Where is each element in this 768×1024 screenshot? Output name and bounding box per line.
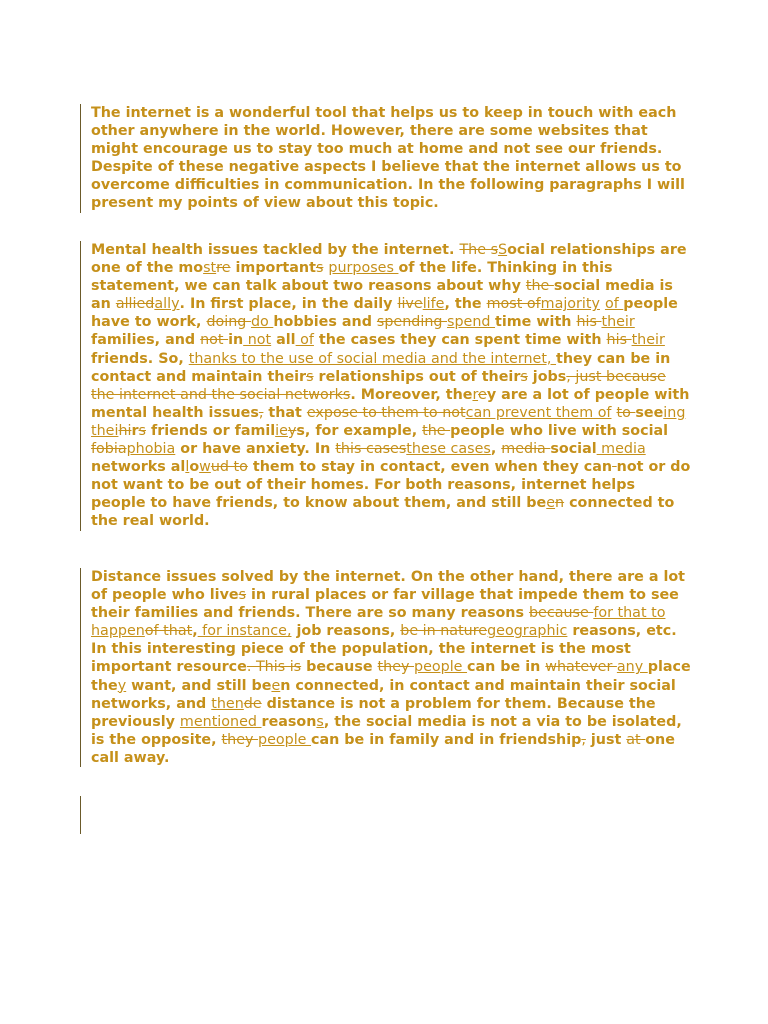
body-text: , xyxy=(490,441,502,458)
inserted-text: geographic xyxy=(487,623,568,640)
inserted-text: thei xyxy=(91,422,119,439)
deleted-text: allied xyxy=(115,296,155,313)
deleted-text: media xyxy=(501,441,551,458)
body-text: or have anxiety. In xyxy=(175,441,336,458)
inserted-text: media xyxy=(596,441,646,458)
deleted-text: not xyxy=(200,332,229,349)
inserted-text: purposes xyxy=(328,260,399,277)
body-text: n connected, in contact and maintain their social networks, and xyxy=(91,677,676,712)
body-text: that xyxy=(263,404,307,421)
deleted-text: ud to xyxy=(210,459,248,476)
deleted-text: doing xyxy=(206,314,251,331)
inserted-text: e xyxy=(546,495,556,512)
deleted-text: s xyxy=(315,260,324,277)
deleted-text: at xyxy=(626,731,646,748)
inserted-text: y xyxy=(117,677,127,694)
body-text: them to stay in contact, even when they can xyxy=(247,459,613,476)
deleted-text: s xyxy=(238,587,247,604)
inserted-text: of xyxy=(604,296,624,313)
body-text: hobbies and xyxy=(273,314,377,331)
inserted-text: these cases xyxy=(406,441,491,458)
body-text: , xyxy=(192,623,198,640)
deleted-text: fobia xyxy=(91,441,127,458)
body-text: social xyxy=(550,441,597,458)
deleted-text: s xyxy=(138,422,146,439)
body-text: in rural places or far village that impede them to see their families and friends. There are so many reasons xyxy=(91,587,679,622)
deleted-text: most of xyxy=(486,296,541,313)
body-text: all xyxy=(271,332,296,349)
body-text: . Moreover, the xyxy=(350,386,473,403)
inserted-text: S xyxy=(498,242,508,258)
paragraph-introduction xyxy=(80,104,691,213)
body-text: can be in family and in friendship xyxy=(311,731,582,748)
body-text: one call away. xyxy=(91,731,675,766)
deleted-text: the xyxy=(525,278,554,295)
body-text: ocial relationships are one of the mo xyxy=(91,242,687,277)
inserted-text: their xyxy=(631,332,665,349)
body-text: friends. So, xyxy=(91,350,189,367)
body-text: The internet is a wonderful tool that helps us to keep in touch with each other anywhere in the world. However, there are some websites that might encourage us to stay too much at home and not see our friends. Despite of these negative aspects I believe that the internet allows us to overcome difficulties in communication. In the following paragraphs I will present my points of view about this topic. xyxy=(91,105,685,212)
inserted-text: mentioned xyxy=(179,713,262,730)
body-text: jobs xyxy=(527,368,567,385)
inserted-text: ally xyxy=(154,296,180,313)
body-text: job reasons, xyxy=(291,623,401,640)
body-text: people have to work, xyxy=(91,296,678,331)
deleted-text: they xyxy=(221,731,259,748)
body-text: families, and xyxy=(91,332,201,349)
body-text: social media is an xyxy=(91,278,673,313)
deleted-text: the xyxy=(422,422,451,439)
deleted-text: spending xyxy=(376,314,448,331)
deleted-text: s xyxy=(520,368,528,385)
deleted-text: his xyxy=(606,332,632,349)
body-text: networks al xyxy=(91,459,186,476)
deleted-text: re xyxy=(216,260,231,277)
body-text: relationships out of their xyxy=(313,368,521,385)
deleted-text: whatever xyxy=(545,659,617,676)
inserted-text: majority xyxy=(540,296,600,313)
body-text: just xyxy=(585,731,627,748)
body-text: Mental health issues tackled by the internet. xyxy=(91,242,460,258)
body-text: reasons, etc. In this interesting piece of the population, the internet is the most important resource xyxy=(91,623,677,676)
body-text: distance is not a problem for them. Because the previously xyxy=(91,695,656,730)
body-text: s, for example, xyxy=(296,422,423,439)
inserted-text: spend xyxy=(447,314,496,331)
deleted-text: expose to them to not xyxy=(306,404,466,421)
inserted-text: people xyxy=(258,731,312,748)
deleted-text: because xyxy=(528,605,594,622)
body-text: people who live with social xyxy=(450,422,669,439)
deleted-text: they xyxy=(377,659,415,676)
body-text: they can be in contact and maintain their xyxy=(91,350,671,385)
body-text: not or do not want to be out of their homes. For both reasons, internet helps people to have friends, to know about them, and still be xyxy=(91,459,691,512)
body-text: in xyxy=(228,332,244,349)
inserted-text: can prevent them of xyxy=(465,404,612,421)
inserted-text: thanks to the use of social media and the internet, xyxy=(188,350,557,367)
inserted-text: life xyxy=(422,296,445,313)
body-text: friends or famil xyxy=(146,422,276,439)
deleted-text: e xyxy=(478,386,487,403)
inserted-text: people xyxy=(414,659,468,676)
body-text: r xyxy=(131,422,139,439)
inserted-text: ing xyxy=(663,404,686,421)
inserted-text: do xyxy=(250,314,274,331)
inserted-text: for instance, xyxy=(197,623,292,640)
inserted-text: st xyxy=(203,260,217,277)
deleted-text: . This is xyxy=(246,659,302,676)
inserted-text: w xyxy=(199,459,211,476)
body-text: y are a lot of people with mental health issues xyxy=(91,386,690,421)
deleted-text: The s xyxy=(459,242,499,258)
deleted-text: hi xyxy=(118,422,132,439)
paragraph-distance-issues xyxy=(80,568,691,767)
deleted-text: s xyxy=(306,368,314,385)
inserted-text: phobia xyxy=(126,441,176,458)
body-text: the cases they can spent time with xyxy=(313,332,607,349)
deleted-text: de xyxy=(243,695,262,712)
inserted-text: l xyxy=(185,459,190,476)
body-text: see xyxy=(635,404,664,421)
inserted-text: for that to happen xyxy=(91,605,666,640)
paragraph-mental-health xyxy=(80,241,691,531)
inserted-text: r xyxy=(472,386,479,403)
inserted-text: then xyxy=(211,695,244,712)
body-text: o xyxy=(189,459,200,476)
inserted-text: of xyxy=(295,332,314,349)
inserted-text: ie xyxy=(275,422,288,439)
body-text: important xyxy=(230,260,316,277)
deleted-text: to xyxy=(616,404,636,421)
body-text: because xyxy=(301,659,378,676)
deleted-text: of that xyxy=(144,623,193,640)
body-text: of the life. Thinking in this statement, we can talk about two reasons about why xyxy=(91,260,613,295)
deleted-text: this cases xyxy=(335,441,407,458)
deleted-text: , just because the internet and the social networks xyxy=(91,368,666,403)
body-text: . In first place, in the daily xyxy=(179,296,398,313)
deleted-text: , xyxy=(258,404,264,421)
inserted-text: not xyxy=(243,332,272,349)
deleted-text: n xyxy=(555,495,565,512)
deleted-text: y xyxy=(287,422,297,439)
deleted-text: live xyxy=(397,296,423,313)
body-text: want, and still be xyxy=(126,677,272,694)
body-text: connected to the real world. xyxy=(91,495,675,530)
deleted-text: be in nature xyxy=(400,623,488,640)
inserted-text: their xyxy=(601,314,635,331)
inserted-text: e xyxy=(271,677,281,694)
inserted-text: any xyxy=(616,659,648,676)
body-text: place the xyxy=(91,659,691,694)
inserted-text: s xyxy=(316,713,324,730)
empty-paragraph-marker xyxy=(80,796,81,834)
body-text: , the xyxy=(444,296,487,313)
body-text: reason xyxy=(261,713,317,730)
body-text: time with xyxy=(495,314,577,331)
deleted-text: his xyxy=(576,314,602,331)
body-text: Distance issues solved by the internet. On the other hand, there are a lot of people who live xyxy=(91,569,686,604)
body-text: , the social media is not a via to be isolated, is the opposite, xyxy=(91,713,682,748)
deleted-text: , xyxy=(581,731,586,748)
body-text: can be in xyxy=(467,659,546,676)
